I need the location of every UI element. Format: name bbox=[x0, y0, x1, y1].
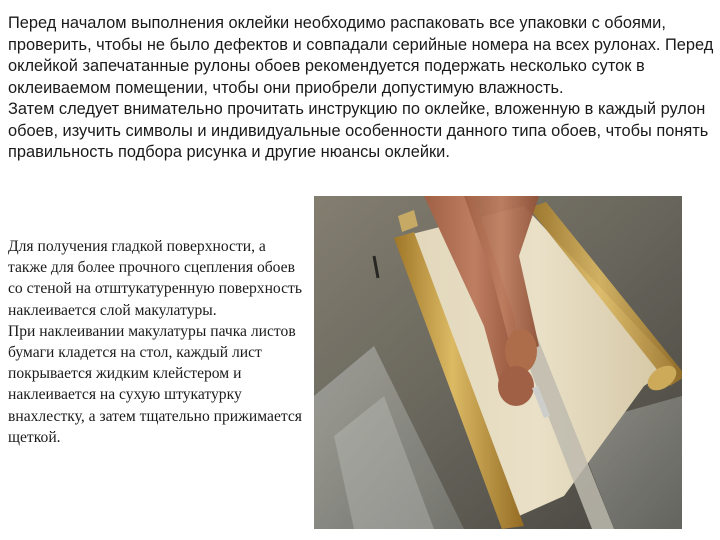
side-paragraph-paper-gluing: При наклеивании макулатуры пачка листов бумаги кладется на стол, каждый лист покрывается жидким клейстером и наклеивается на сухую штукатурку внахлестку, а затем тщательно прижимается щеткой. bbox=[8, 322, 302, 446]
intro-paragraph-unpacking: Перед началом выполнения оклейки необходимо распаковать все упаковки с обоями, проверить, чтобы не было дефектов и совпадали серийные номера на всех рулонах. Перед оклейкой запечатанные рулоны обоев рекомендуется подержать несколько суток в оклеиваемом помещении, чтобы они приобрели допустимую влажность. bbox=[8, 14, 714, 97]
intro-paragraph-instructions: Затем следует внимательно прочитать инструкцию по оклейке, вложенную в каждый рулон обоев, изучить символы и индивидуальные особенности данного типа обоев, чтобы понять правильность подбора рисунка и другие нюансы оклейки. bbox=[8, 100, 709, 161]
side-text-block bbox=[8, 236, 308, 448]
wallpaper-cutting-photo bbox=[314, 196, 682, 529]
side-paragraph-surface: Для получения гладкой поверхности, а также для более прочного сцепления обоев со стеной на отштукатуренную поверхность наклеивается слой макулатуры. bbox=[8, 238, 302, 319]
intro-text-block bbox=[8, 13, 716, 164]
